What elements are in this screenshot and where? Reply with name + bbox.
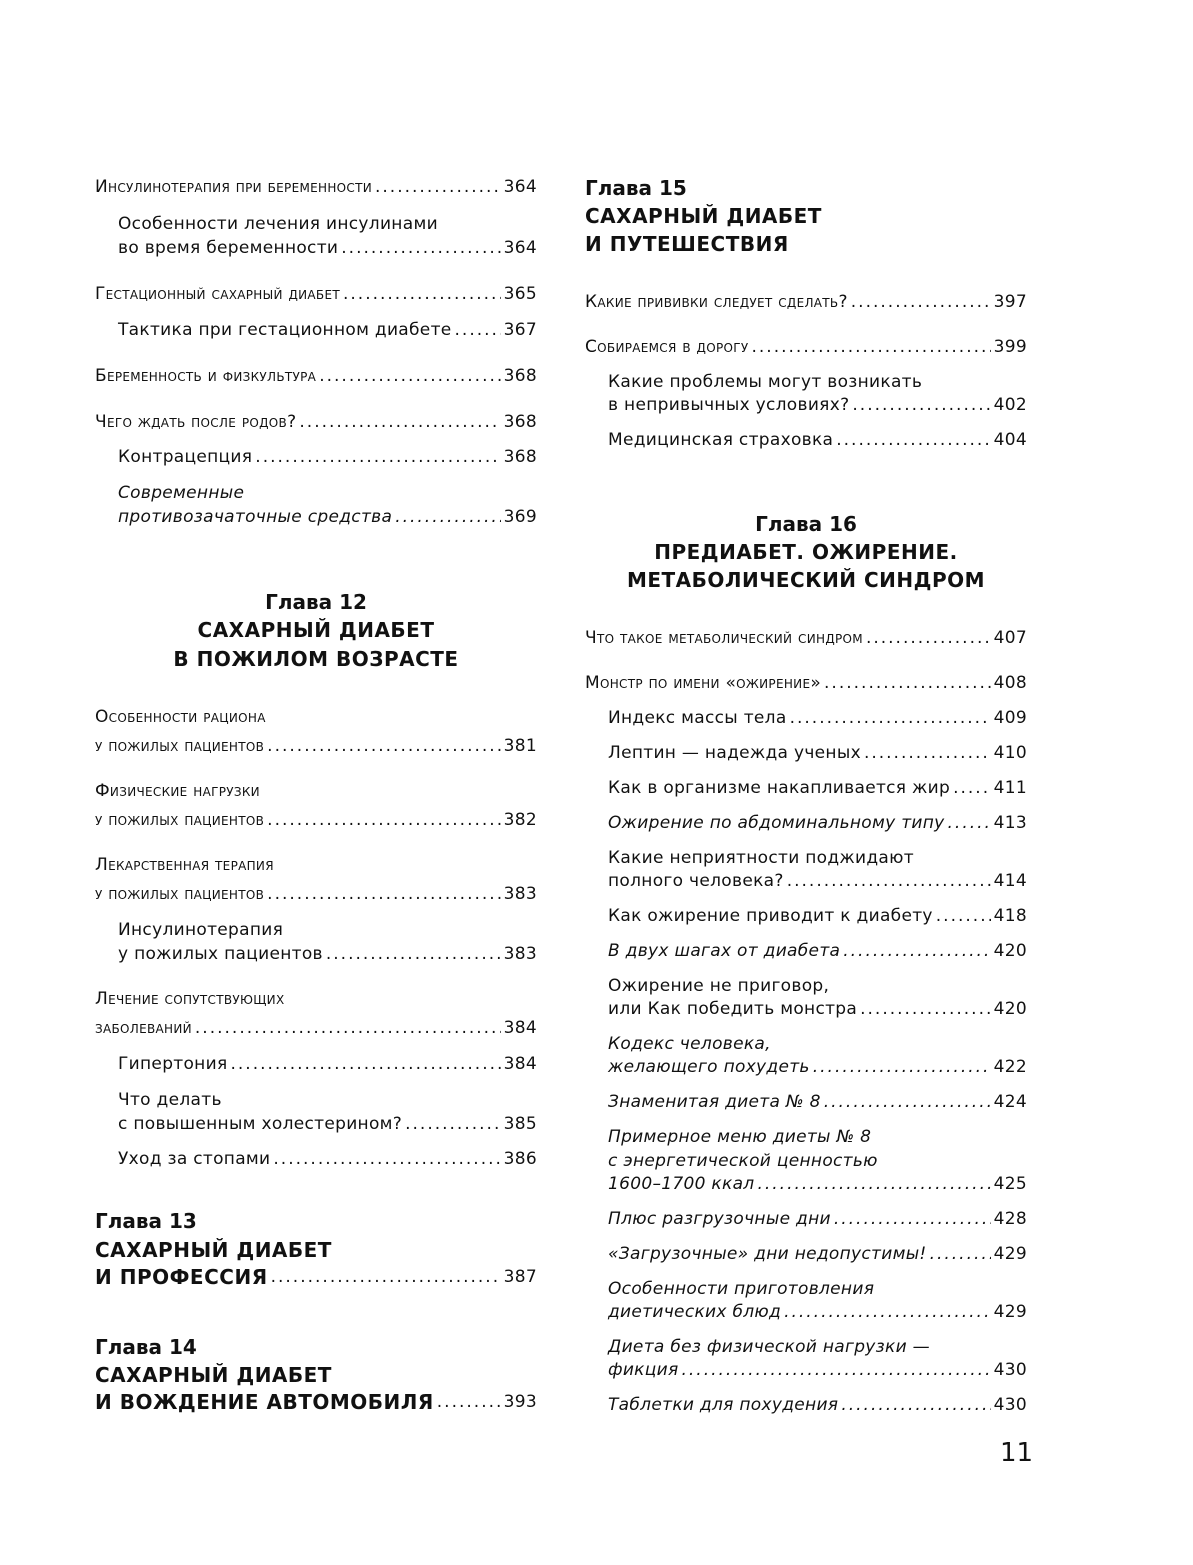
chapter-label: Глава 16	[755, 512, 857, 536]
toc-entry-label: Тактика при гестационном диабете	[118, 320, 452, 340]
toc-entry-label: с повышенным холестерином?	[118, 1114, 403, 1134]
leader-dots	[437, 1390, 501, 1414]
toc-entry[interactable]	[585, 335, 1027, 359]
toc-entry-label: во время беременности	[118, 238, 339, 258]
toc-entry-label: желающего похудеть	[608, 1057, 810, 1077]
toc-entry[interactable]	[608, 706, 1027, 730]
toc-entry-label: у пожилых пациентов	[95, 810, 265, 830]
toc-entry-label: полного человека?	[608, 871, 784, 891]
toc-entry-label: Таблетки для похудения	[608, 1395, 839, 1415]
leader-dots	[757, 1172, 990, 1196]
toc-entry[interactable]	[95, 734, 537, 758]
toc-page-number: 402	[993, 395, 1027, 415]
toc-page-number: 420	[993, 941, 1027, 961]
leader-dots	[836, 428, 990, 452]
toc-entry[interactable]	[608, 1242, 1027, 1266]
toc-page-number: 368	[503, 366, 537, 386]
toc-page-number: 386	[503, 1149, 537, 1169]
toc-entry-label: Лептин — надежда ученых	[608, 743, 861, 763]
toc-page-number: 408	[993, 673, 1027, 693]
toc-entry-label: или Как победить монстра	[608, 999, 858, 1019]
toc-page-number: 422	[993, 1057, 1027, 1077]
chapter-title-line: И ПРОФЕССИЯ	[95, 1265, 268, 1289]
leader-dots	[930, 1242, 991, 1266]
leader-dots	[866, 626, 991, 650]
toc-entry[interactable]	[95, 175, 537, 199]
toc-entry-label-line: Инсулинотерапия	[118, 920, 284, 940]
toc-entry[interactable]	[585, 626, 1027, 650]
toc-entry-label: Индекс массы тела	[608, 708, 787, 728]
leader-dots	[267, 808, 500, 832]
toc-entry-label: Беременность и физкультура	[95, 366, 317, 386]
chapter-title-line: САХАРНЫЙ ДИАБЕТ	[585, 204, 822, 228]
toc-entry[interactable]	[95, 1265, 537, 1289]
toc-entry[interactable]	[608, 393, 1027, 417]
toc-entry[interactable]	[608, 776, 1027, 800]
toc-entry[interactable]	[118, 942, 537, 966]
toc-entry-label-line: Какие проблемы могут возникать	[608, 372, 923, 392]
chapter-label: Глава 13	[95, 1209, 197, 1233]
toc-entry-label: 1600–1700 ккал	[608, 1174, 755, 1194]
toc-page-number: 409	[993, 708, 1027, 728]
chapter-title-line: И ПУТЕШЕСТВИЯ	[585, 232, 789, 256]
toc-page-number: 413	[993, 813, 1027, 833]
toc-page-number: 381	[503, 736, 537, 756]
toc-entry-label-line: Что делать	[118, 1090, 222, 1110]
toc-entry[interactable]	[608, 1090, 1027, 1114]
toc-page-number: 425	[993, 1174, 1027, 1194]
leader-dots	[824, 1090, 991, 1114]
leader-dots	[824, 671, 991, 695]
leader-dots	[267, 734, 500, 758]
toc-entry[interactable]	[118, 318, 537, 342]
leader-dots	[455, 318, 501, 342]
toc-entry-label-line: Особенности рациона	[95, 707, 266, 727]
toc-entry-label: диетических блюд	[608, 1302, 782, 1322]
toc-page-number: 429	[993, 1302, 1027, 1322]
toc-entry-label-line: Ожирение не приговор,	[608, 976, 830, 996]
leader-dots	[860, 997, 991, 1021]
toc-entry-label: Контрацепция	[118, 447, 253, 467]
toc-entry-label: Знаменитая диета № 8	[608, 1092, 821, 1112]
toc-entry[interactable]	[608, 1393, 1027, 1417]
toc-entry-label: Монстр по имени «ожирение»	[585, 673, 822, 693]
chapter-label: Глава 12	[265, 590, 367, 614]
toc-entry[interactable]	[608, 1055, 1027, 1079]
toc-entry-label-line: Примерное меню диеты № 8	[608, 1127, 872, 1147]
toc-page-number: 399	[993, 337, 1027, 357]
toc-entry-label: у пожилых пациентов	[95, 884, 265, 904]
chapter-title-line: САХАРНЫЙ ДИАБЕТ	[95, 1363, 332, 1387]
toc-entry[interactable]	[608, 428, 1027, 452]
toc-entry[interactable]	[95, 282, 537, 306]
toc-entry[interactable]	[608, 869, 1027, 893]
toc-page-number: 365	[503, 284, 537, 304]
toc-entry-label: Чего ждать после родов?	[95, 412, 297, 432]
leader-dots	[953, 776, 991, 800]
toc-entry-label-line: Особенности лечения инсулинами	[118, 214, 438, 234]
chapter-title-line: В ПОЖИЛОМ ВОЗРАСТЕ	[173, 647, 459, 671]
toc-entry-label: Собираемся в дорогу	[585, 337, 749, 357]
toc-entry[interactable]	[608, 904, 1027, 928]
leader-dots	[790, 706, 991, 730]
toc-page-number: 384	[503, 1018, 537, 1038]
leader-dots	[852, 393, 990, 417]
chapter-title-line: МЕТАБОЛИЧЕСКИЙ СИНДРОМ	[626, 568, 986, 592]
toc-entry[interactable]	[95, 1016, 537, 1040]
leader-dots	[319, 364, 500, 388]
toc-page-number: 424	[993, 1092, 1027, 1112]
toc-entry[interactable]	[95, 882, 537, 906]
toc-entry-label: Гипертония	[118, 1054, 228, 1074]
leader-dots	[267, 882, 500, 906]
toc-entry[interactable]	[95, 1390, 537, 1414]
toc-entry-label-line: Лекарственная терапия	[95, 855, 274, 875]
toc-entry-label: в непривычных условиях?	[608, 395, 850, 415]
toc-entry-label: Гестационный сахарный диабет	[95, 284, 340, 304]
toc-entry[interactable]	[608, 1300, 1027, 1324]
toc-entry-label: В двух шагах от диабета	[608, 941, 841, 961]
toc-entry[interactable]	[118, 1112, 537, 1136]
toc-entry-label: у пожилых пациентов	[95, 736, 265, 756]
leader-dots	[375, 175, 501, 199]
toc-entry-label: Как ожирение приводит к диабету	[608, 906, 933, 926]
leader-dots	[230, 1052, 500, 1076]
toc-page-number: 368	[503, 447, 537, 467]
leader-dots	[271, 1265, 501, 1289]
toc-entry-label: «Загрузочные» дни недопустимы!	[608, 1244, 927, 1264]
toc-page-number: 383	[503, 884, 537, 904]
toc-entry[interactable]	[118, 445, 537, 469]
toc-page-number: 414	[993, 871, 1027, 891]
toc-page-number: 420	[993, 999, 1027, 1019]
toc-page-number: 404	[993, 430, 1027, 450]
toc-page-number: 397	[993, 292, 1027, 312]
leader-dots	[948, 811, 991, 835]
toc-entry[interactable]	[608, 811, 1027, 835]
toc-page-number: 382	[503, 810, 537, 830]
leader-dots	[813, 1055, 991, 1079]
toc-page-number: 418	[993, 906, 1027, 926]
toc-page-number: 369	[503, 507, 537, 527]
toc-entry[interactable]	[608, 939, 1027, 963]
toc-page-number: 364	[503, 177, 537, 197]
leader-dots	[841, 1393, 990, 1417]
leader-dots	[784, 1300, 991, 1324]
leader-dots	[195, 1016, 501, 1040]
toc-entry-label-line: Современные	[118, 483, 245, 503]
leader-dots	[834, 1207, 991, 1231]
toc-entry-label: Как в организме накапливается жир	[608, 778, 951, 798]
toc-page-number: 383	[503, 944, 537, 964]
toc-entry-label-line: Какие неприятности поджидают	[608, 848, 914, 868]
toc-page-number: 429	[993, 1244, 1027, 1264]
toc-page-number: 393	[503, 1392, 537, 1412]
toc-page-number: 384	[503, 1054, 537, 1074]
toc-entry-label: противозачаточные средства	[118, 507, 393, 527]
chapter-label: Глава 14	[95, 1335, 197, 1359]
chapter-title-line: ПРЕДИАБЕТ. ОЖИРЕНИЕ.	[654, 540, 958, 564]
toc-entry-label-line: с энергетической ценностью	[608, 1151, 878, 1171]
leader-dots	[341, 236, 500, 260]
leader-dots	[395, 505, 500, 529]
toc-entry[interactable]	[95, 364, 537, 388]
toc-entry-label: Ожирение по абдоминальному типу	[608, 813, 945, 833]
toc-entry[interactable]	[585, 671, 1027, 695]
toc-page-number: 387	[503, 1267, 537, 1287]
leader-dots	[787, 869, 991, 893]
toc-entry-label-line: Физические нагрузки	[95, 781, 260, 801]
leader-dots	[682, 1358, 991, 1382]
chapter-title-line: САХАРНЫЙ ДИАБЕТ	[197, 618, 435, 642]
toc-entry[interactable]	[585, 290, 1027, 314]
toc-entry-label: Плюс разгрузочные дни	[608, 1209, 831, 1229]
toc-entry[interactable]	[118, 1147, 537, 1171]
toc-entry-label: фикция	[608, 1360, 679, 1380]
leader-dots	[255, 445, 500, 469]
toc-entry[interactable]	[608, 1358, 1027, 1382]
toc-entry[interactable]	[118, 505, 537, 529]
toc-entry-label-line: Особенности приготовления	[608, 1279, 875, 1299]
leader-dots	[405, 1112, 501, 1136]
toc-page-number: 428	[993, 1209, 1027, 1229]
leader-dots	[864, 741, 991, 765]
toc-entry[interactable]	[95, 808, 537, 832]
toc-page-number: 430	[993, 1360, 1027, 1380]
toc-entry-label: Уход за стопами	[118, 1149, 271, 1169]
toc-entry-label-line: Диета без физической нагрузки —	[608, 1337, 930, 1357]
chapter-title-line: И ВОЖДЕНИЕ АВТОМОБИЛЯ	[95, 1390, 434, 1414]
toc-entry-label-line: Лечение сопутствующих	[95, 989, 285, 1009]
leader-dots	[273, 1147, 500, 1171]
chapter-title-line: САХАРНЫЙ ДИАБЕТ	[95, 1238, 332, 1262]
leader-dots	[343, 282, 501, 306]
toc-entry[interactable]	[608, 1207, 1027, 1231]
toc-entry-label: у пожилых пациентов	[118, 944, 323, 964]
toc-page-number: 407	[993, 628, 1027, 648]
toc-entry[interactable]	[608, 1172, 1027, 1196]
leader-dots	[843, 939, 990, 963]
leader-dots	[752, 335, 991, 359]
toc-page-number: 364	[503, 238, 537, 258]
toc-entry[interactable]	[608, 741, 1027, 765]
toc-entry[interactable]	[118, 1052, 537, 1076]
leader-dots	[851, 290, 991, 314]
leader-dots	[326, 942, 501, 966]
leader-dots	[299, 410, 500, 434]
toc-entry-label: Инсулинотерапия при беременности	[95, 177, 372, 197]
toc-page-number: 411	[993, 778, 1027, 798]
leader-dots	[936, 904, 991, 928]
page-number: 11	[1000, 1438, 1034, 1468]
toc-page-number: 430	[993, 1395, 1027, 1415]
toc-page-number: 368	[503, 412, 537, 432]
toc-entry[interactable]	[95, 410, 537, 434]
toc-entry-label: заболеваний	[95, 1018, 192, 1038]
toc-entry[interactable]	[608, 997, 1027, 1021]
chapter-label: Глава 15	[585, 176, 687, 200]
toc-page-number: 385	[503, 1114, 537, 1134]
toc-entry-label: Что такое метаболический синдром	[585, 628, 863, 648]
toc-entry[interactable]	[118, 236, 537, 260]
toc-page-number: 367	[503, 320, 537, 340]
toc-entry-label: Медицинская страховка	[608, 430, 834, 450]
toc-entry-label-line: Кодекс человека,	[608, 1034, 771, 1054]
toc-page-number: 410	[993, 743, 1027, 763]
toc-entry-label: Какие прививки следует сделать?	[585, 292, 848, 312]
